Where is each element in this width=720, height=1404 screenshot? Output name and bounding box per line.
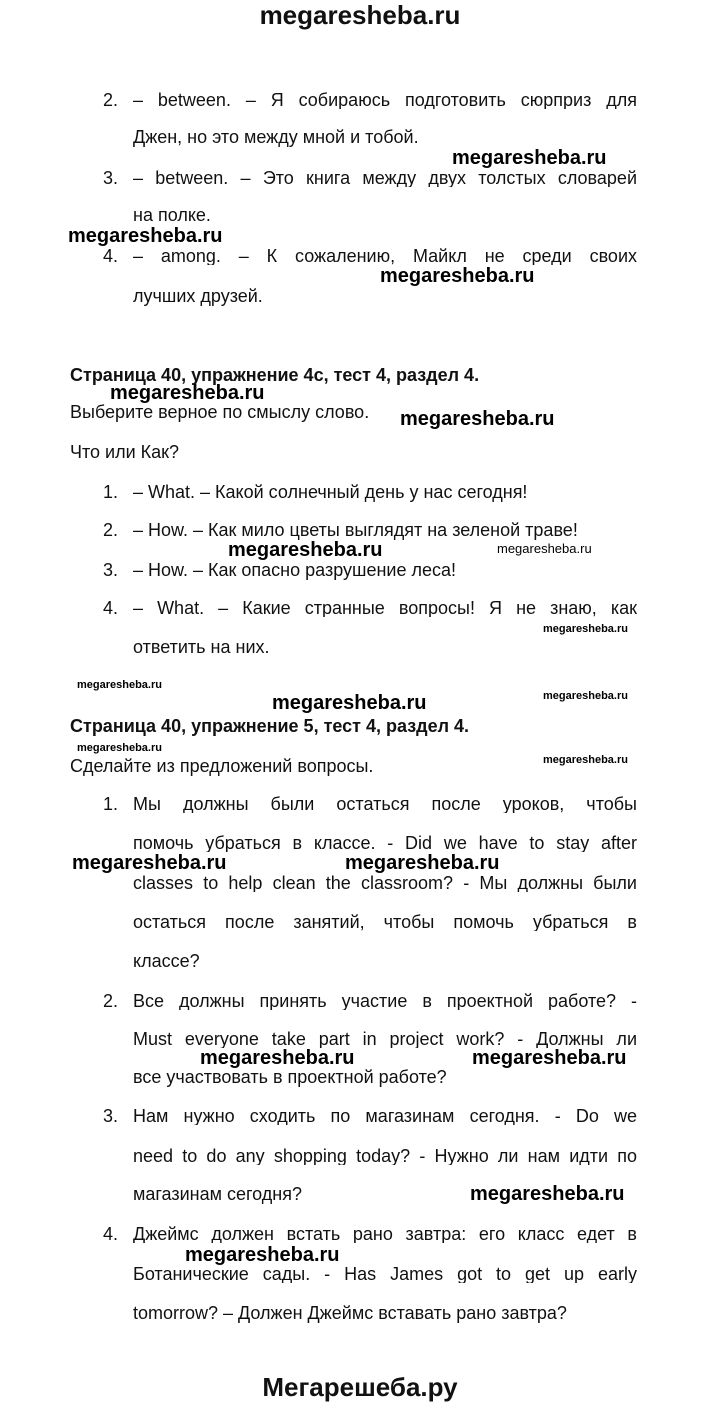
item-number: 3. (103, 168, 119, 188)
section-heading: Страница 40, упражнение 4с, тест 4, раздел 4. (70, 365, 480, 385)
watermark: megaresheba.ru (72, 852, 227, 874)
item-line: – What. – Какие странные вопросы! Я не знаю, как (133, 599, 637, 617)
watermark: megaresheba.ru (380, 265, 535, 287)
item-line: Все должны принять участие в проектной работе? - (133, 992, 637, 1010)
item-line: классе? (133, 951, 200, 971)
item-line: tomorrow? – Должен Джеймс вставать рано завтра? (133, 1303, 567, 1323)
item-number: 1. (103, 482, 119, 502)
item-number: 3. (103, 560, 119, 580)
item-number: 2. (103, 90, 119, 110)
item-line: лучших друзей. (133, 286, 263, 306)
watermark: megaresheba.ru (228, 539, 383, 561)
item-line: ответить на них. (133, 637, 270, 657)
item-line: Джен, но это между мной и тобой. (133, 127, 419, 147)
item-number: 3. (103, 1106, 119, 1126)
watermark: megaresheba.ru (200, 1047, 355, 1069)
watermark: megaresheba.ru (68, 225, 223, 247)
site-header: megaresheba.ru (259, 0, 461, 30)
watermark: megaresheba.ru (452, 147, 607, 169)
item-line: – How. – Как мило цветы выглядят на зеленой траве! (133, 520, 578, 540)
watermark-small: megaresheba.ru (77, 742, 162, 754)
item-line: need to do any shopping today? - Нужно ли нам идти по (133, 1147, 637, 1165)
item-line: classes to help clean the classroom? - Мы должны были (133, 874, 637, 892)
item-number: 4. (103, 598, 119, 618)
item-line: на полке. (133, 205, 211, 225)
item-line: – between. – Я собираюсь подготовить сюрприз для (133, 91, 637, 109)
watermark: megaresheba.ru (272, 692, 427, 714)
item-line: Джеймс должен встать рано завтра: его класс едет в (133, 1225, 637, 1243)
watermark-small: megaresheba.ru (543, 623, 628, 635)
watermark: megaresheba.ru (345, 852, 500, 874)
item-line: Must everyone take part in project work? - Должны ли (133, 1030, 637, 1048)
item-line: магазинам сегодня? (133, 1184, 302, 1204)
site-footer: Мегарешеба.ру (262, 1372, 458, 1402)
watermark-small: megaresheba.ru (543, 690, 628, 702)
watermark: megaresheba.ru (185, 1244, 340, 1266)
item-number: 4. (103, 246, 119, 266)
watermark: megaresheba.ru (470, 1183, 625, 1205)
instruction: Сделайте из предложений вопросы. (70, 756, 374, 776)
item-line: – among. – К сожалению, Майкл не среди своих (133, 247, 637, 265)
watermark-small: megaresheba.ru (77, 679, 162, 691)
item-number: 1. (103, 794, 119, 814)
instruction: Выберите верное по смыслу слово. (70, 402, 370, 422)
watermark-small: megaresheba.ru (497, 541, 592, 556)
item-line: все участвовать в проектной работе? (133, 1067, 447, 1087)
item-line: Ботанические сады. - Has James got to get up early (133, 1265, 637, 1283)
item-line: – How. – Как опасно разрушение леса! (133, 560, 456, 580)
item-line: – between. – Это книга между двух толстых словарей (133, 169, 637, 187)
watermark: megaresheba.ru (472, 1047, 627, 1069)
item-number: 2. (103, 991, 119, 1011)
watermark: megaresheba.ru (110, 382, 265, 404)
item-line: Нам нужно сходить по магазинам сегодня. - Do we (133, 1107, 637, 1125)
watermark: megaresheba.ru (400, 408, 555, 430)
item-line: Мы должны были остаться после уроков, чтобы (133, 795, 637, 813)
item-number: 2. (103, 520, 119, 540)
watermark-small: megaresheba.ru (543, 754, 628, 766)
item-number: 4. (103, 1224, 119, 1244)
item-line: остаться после занятий, чтобы помочь убраться в (133, 913, 637, 931)
item-line: помочь убраться в классе. - Did we have to stay after (133, 834, 637, 852)
section-heading: Страница 40, упражнение 5, тест 4, раздел 4. (70, 716, 470, 736)
subtitle: Что или Как? (70, 442, 180, 462)
item-line: – What. – Какой солнечный день у нас сегодня! (133, 482, 528, 502)
